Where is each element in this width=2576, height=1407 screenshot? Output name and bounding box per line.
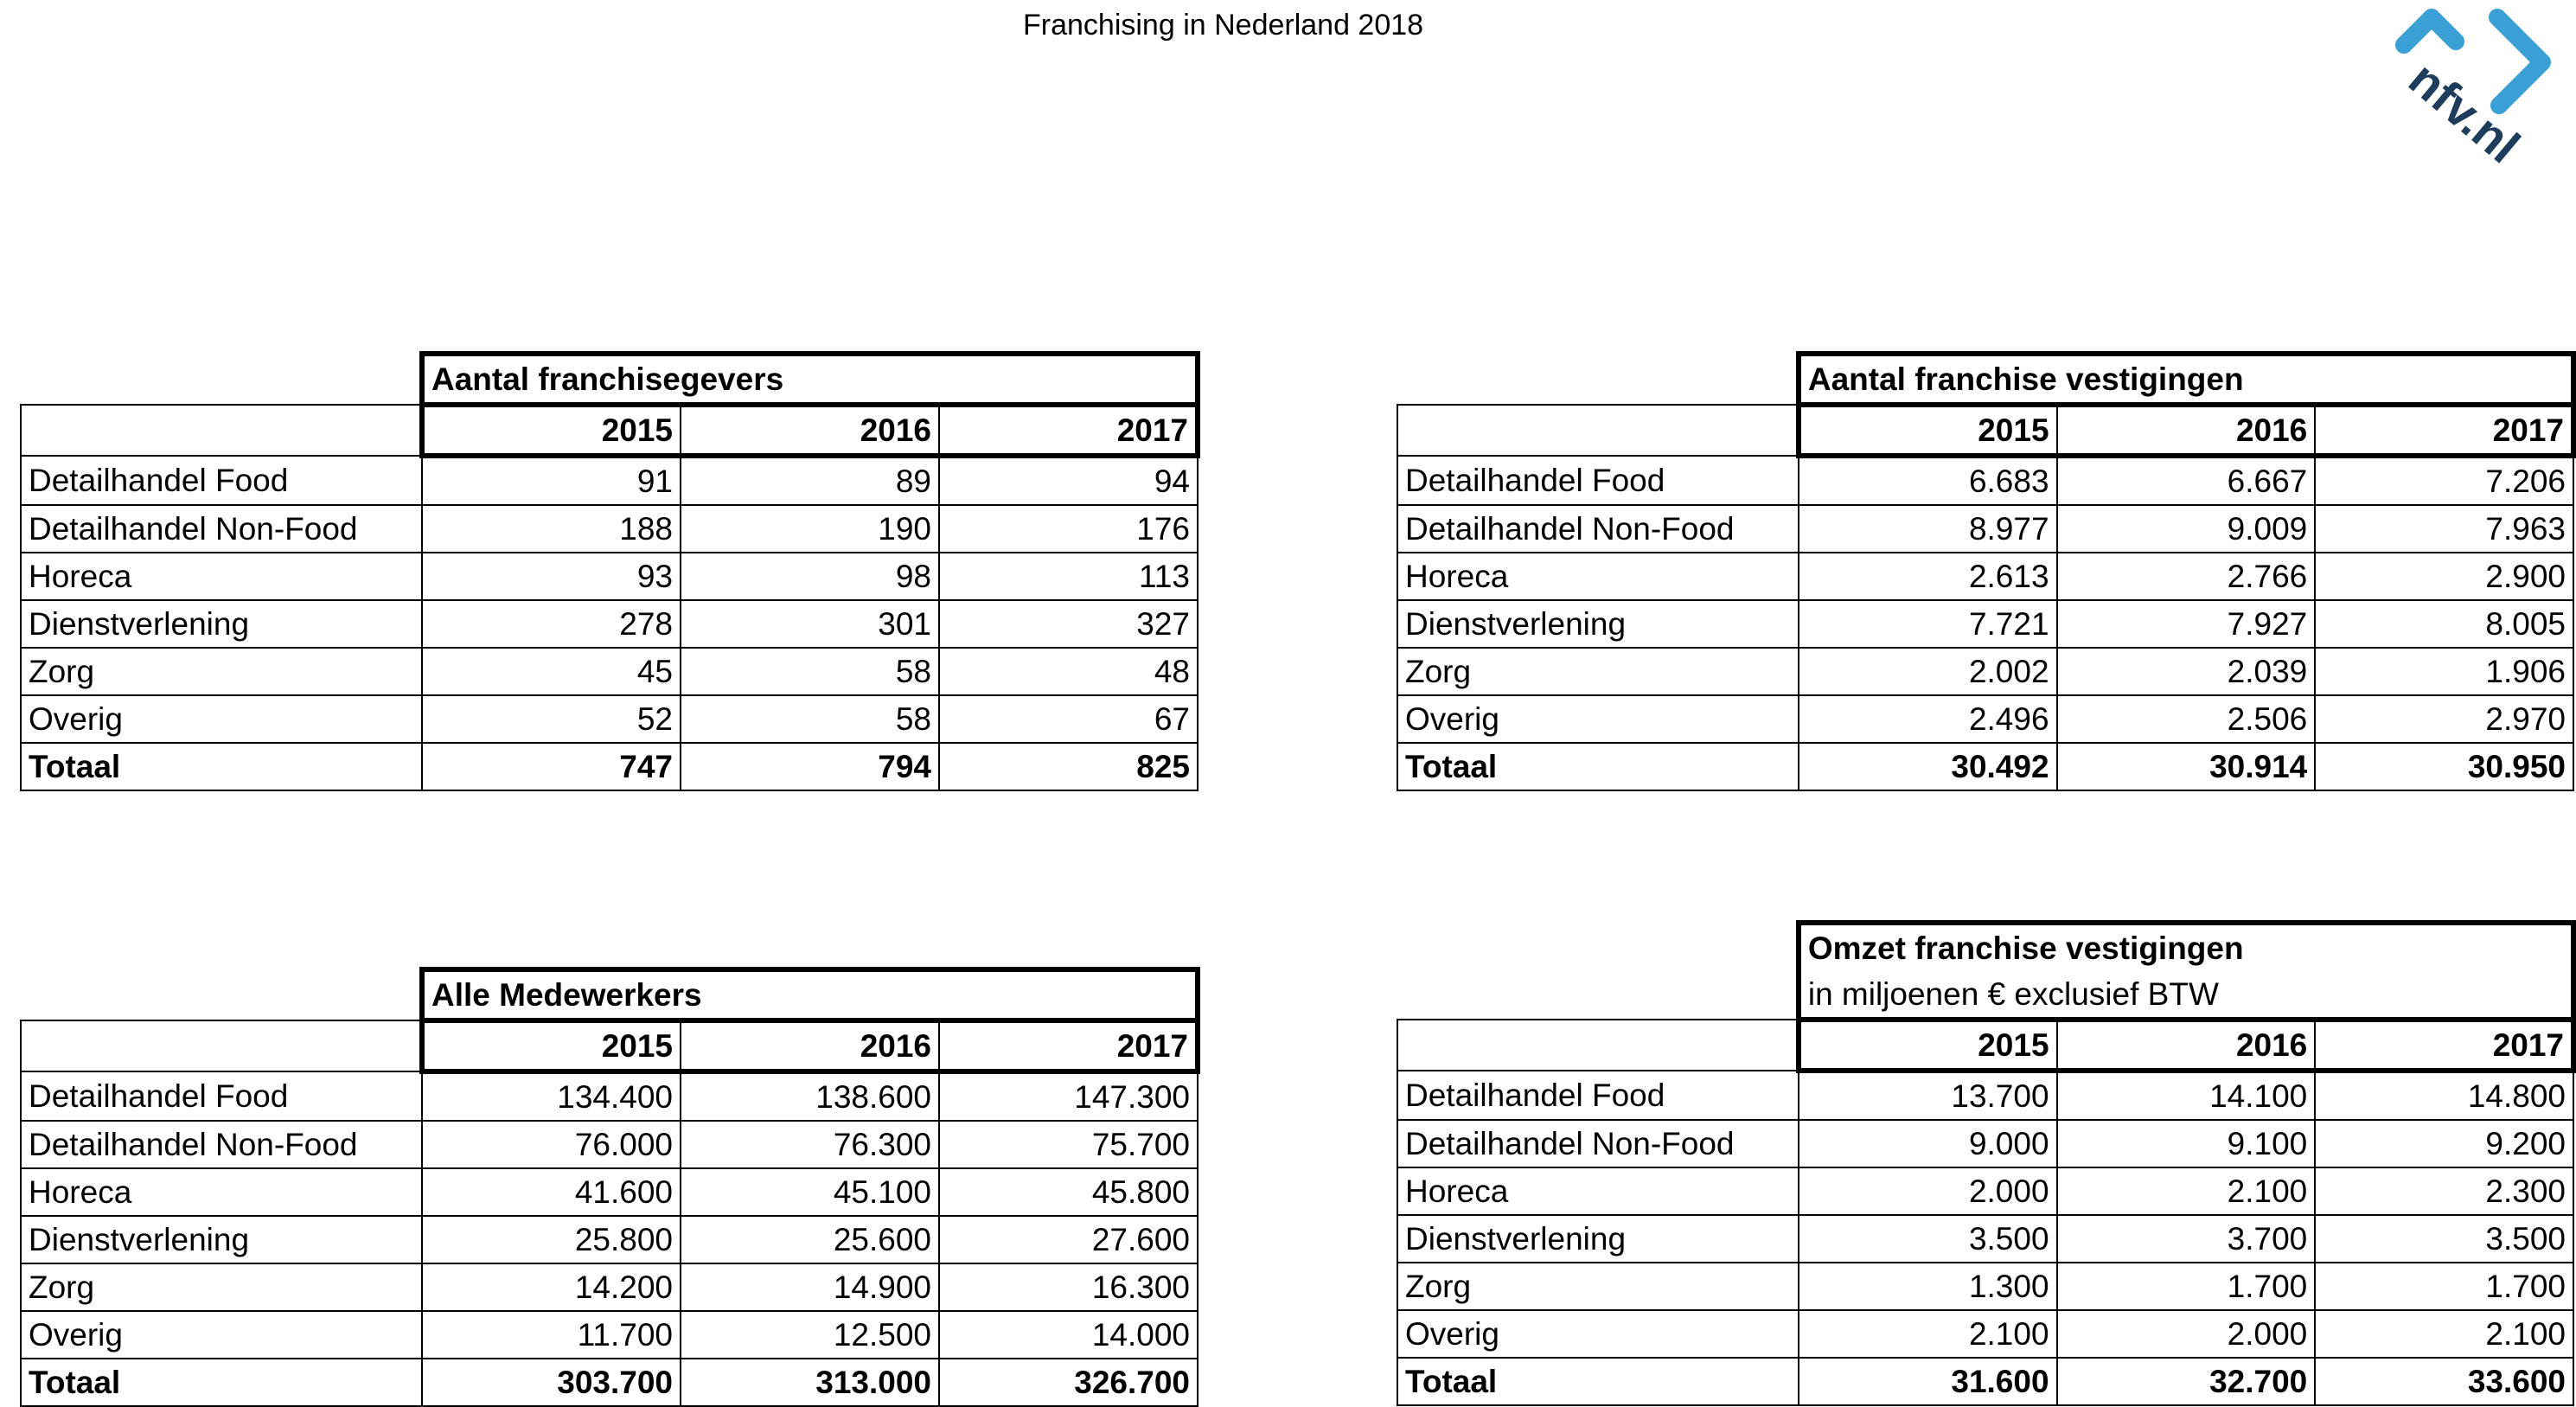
row-label: Horeca [21,1168,422,1216]
row-label: Overig [1397,695,1799,743]
table-row [21,1168,1198,1216]
table-row [1397,1263,2573,1310]
row-label: Detailhandel Food [21,456,422,505]
cell-value: 93 [422,553,681,600]
row-label: Detailhandel Non-Food [1397,1120,1799,1167]
nfv-logo [2335,0,2576,173]
cell-value: 41.600 [422,1168,681,1216]
table-title-row [21,354,1198,405]
cell-value: 2.100 [2315,1310,2573,1358]
cell-value: 2.766 [2057,553,2316,600]
table-title-row [1397,354,2573,405]
table-omzet [1397,920,2576,1406]
year-header: 2017 [939,1020,1198,1071]
cell-value: 45 [422,648,681,695]
cell-value: 1.300 [1799,1263,2057,1310]
cell-value: 3.500 [1799,1215,2057,1263]
cell-value: 89 [681,456,939,505]
cell-value: 76.000 [422,1121,681,1168]
total-row [1397,1358,2573,1405]
cell-value: 7.927 [2057,600,2316,648]
table-medewerkers [20,967,1200,1407]
row-label: Zorg [21,1263,422,1311]
table-title-row [1397,923,2573,971]
total-value: 326.700 [939,1359,1198,1406]
cell-value: 52 [422,695,681,743]
cell-value: 14.000 [939,1311,1198,1359]
year-header: 2016 [2057,1020,2316,1071]
cell-value: 278 [422,600,681,648]
table-row [21,648,1198,695]
cell-value: 6.683 [1799,456,2057,505]
table-row [21,695,1198,743]
cell-value: 94 [939,456,1198,505]
row-label: Detailhandel Food [1397,1071,1799,1120]
cell-value: 2.506 [2057,695,2316,743]
row-label: Detailhandel Food [21,1071,422,1121]
cell-value: 91 [422,456,681,505]
cell-value: 7.206 [2315,456,2573,505]
cell-value: 1.700 [2057,1263,2316,1310]
year-header: 2015 [422,1020,681,1071]
year-header-row [1397,1020,2573,1071]
cell-value: 58 [681,648,939,695]
total-row [21,743,1198,790]
cell-value: 134.400 [422,1071,681,1121]
table-title-row [21,969,1198,1020]
table-row [1397,695,2573,743]
row-label: Dienstverlening [1397,600,1799,648]
row-label: Dienstverlening [1397,1215,1799,1263]
table-row [1397,1215,2573,1263]
cell-value: 190 [681,505,939,553]
table-row [1397,553,2573,600]
table-row [1397,1310,2573,1358]
cell-value: 9.000 [1799,1120,2057,1167]
cell-value: 25.800 [422,1216,681,1263]
total-value: 303.700 [422,1359,681,1406]
table-franchisegevers [20,351,1200,791]
row-label: Detailhandel Non-Food [1397,505,1799,553]
cell-value: 3.700 [2057,1215,2316,1263]
table-title: Alle Medewerkers [422,969,1198,1020]
cell-value: 9.200 [2315,1120,2573,1167]
row-label: Detailhandel Non-Food [21,505,422,553]
total-row [1397,743,2573,790]
total-value: 747 [422,743,681,790]
cell-value: 45.800 [939,1168,1198,1216]
page-title: Franchising in Nederland 2018 [1023,9,1424,42]
cell-value: 58 [681,695,939,743]
table-subtitle: in miljoenen € exclusief BTW [1799,971,2573,1020]
total-value: 794 [681,743,939,790]
year-header-row [1397,405,2573,456]
row-label: Zorg [1397,648,1799,695]
row-label: Detailhandel Food [1397,456,1799,505]
cell-value: 2.300 [2315,1167,2573,1215]
row-label: Overig [21,1311,422,1359]
table-row [21,600,1198,648]
cell-value: 76.300 [681,1121,939,1168]
table-row [21,553,1198,600]
year-header: 2016 [681,1020,939,1071]
cell-value: 13.700 [1799,1071,2057,1120]
cell-value: 9.100 [2057,1120,2316,1167]
row-label: Horeca [1397,553,1799,600]
table-row [21,1071,1198,1121]
table-title: Aantal franchise vestigingen [1799,354,2573,405]
table-title: Omzet franchise vestigingen [1799,923,2573,971]
row-label: Dienstverlening [21,600,422,648]
cell-value: 7.721 [1799,600,2057,648]
table-row [1397,600,2573,648]
table-vestigingen [1397,351,2576,791]
cell-value: 301 [681,600,939,648]
table-row [1397,1071,2573,1120]
row-label: Overig [1397,1310,1799,1358]
total-value: 31.600 [1799,1358,2057,1405]
row-label: Detailhandel Non-Food [21,1121,422,1168]
cell-value: 16.300 [939,1263,1198,1311]
total-value: 30.492 [1799,743,2057,790]
cell-value: 188 [422,505,681,553]
cell-value: 2.000 [1799,1167,2057,1215]
cell-value: 138.600 [681,1071,939,1121]
cell-value: 14.800 [2315,1071,2573,1120]
year-header-row [21,1020,1198,1071]
total-value: 30.914 [2057,743,2316,790]
cell-value: 2.613 [1799,553,2057,600]
cell-value: 3.500 [2315,1215,2573,1263]
total-value: 30.950 [2315,743,2573,790]
cell-value: 14.200 [422,1263,681,1311]
cell-value: 2.100 [2057,1167,2316,1215]
row-label: Zorg [1397,1263,1799,1310]
row-label: Totaal [1397,1358,1799,1405]
year-header: 2015 [422,405,681,456]
total-value: 313.000 [681,1359,939,1406]
cell-value: 7.963 [2315,505,2573,553]
cell-value: 1.906 [2315,648,2573,695]
table-row [21,1311,1198,1359]
table-row [21,1216,1198,1263]
year-header: 2017 [2315,1020,2573,1071]
cell-value: 48 [939,648,1198,695]
table-row [21,1121,1198,1168]
cell-value: 113 [939,553,1198,600]
cell-value: 27.600 [939,1216,1198,1263]
cell-value: 2.100 [1799,1310,2057,1358]
total-row [21,1359,1198,1406]
cell-value: 1.700 [2315,1263,2573,1310]
table-subtitle-row [1397,971,2573,1020]
table-row [21,456,1198,505]
cell-value: 6.667 [2057,456,2316,505]
cell-value: 2.039 [2057,648,2316,695]
total-value: 32.700 [2057,1358,2316,1405]
cell-value: 12.500 [681,1311,939,1359]
year-header: 2017 [2315,405,2573,456]
cell-value: 14.100 [2057,1071,2316,1120]
total-value: 33.600 [2315,1358,2573,1405]
row-label: Overig [21,695,422,743]
cell-value: 25.600 [681,1216,939,1263]
table-title: Aantal franchisegevers [422,354,1198,405]
table-row [1397,648,2573,695]
cell-value: 9.009 [2057,505,2316,553]
table-row [21,1263,1198,1311]
cell-value: 2.496 [1799,695,2057,743]
row-label: Totaal [1397,743,1799,790]
row-label: Zorg [21,648,422,695]
cell-value: 176 [939,505,1198,553]
cell-value: 2.970 [2315,695,2573,743]
row-label: Totaal [21,743,422,790]
cell-value: 147.300 [939,1071,1198,1121]
year-header: 2016 [681,405,939,456]
year-header: 2015 [1799,405,2057,456]
year-header: 2016 [2057,405,2316,456]
row-label: Horeca [21,553,422,600]
table-row [1397,505,2573,553]
cell-value: 2.900 [2315,553,2573,600]
cell-value: 327 [939,600,1198,648]
cell-value: 14.900 [681,1263,939,1311]
year-header-row [21,405,1198,456]
table-row [1397,456,2573,505]
table-row [21,505,1198,553]
table-row [1397,1120,2573,1167]
year-header: 2017 [939,405,1198,456]
cell-value: 67 [939,695,1198,743]
row-label: Horeca [1397,1167,1799,1215]
cell-value: 2.000 [2057,1310,2316,1358]
cell-value: 98 [681,553,939,600]
cell-value: 75.700 [939,1121,1198,1168]
cell-value: 2.002 [1799,648,2057,695]
row-label: Totaal [21,1359,422,1406]
cell-value: 45.100 [681,1168,939,1216]
table-row [1397,1167,2573,1215]
cell-value: 11.700 [422,1311,681,1359]
total-value: 825 [939,743,1198,790]
row-label: Dienstverlening [21,1216,422,1263]
cell-value: 8.977 [1799,505,2057,553]
year-header: 2015 [1799,1020,2057,1071]
cell-value: 8.005 [2315,600,2573,648]
logo-text: nfv.nl [2399,50,2530,173]
